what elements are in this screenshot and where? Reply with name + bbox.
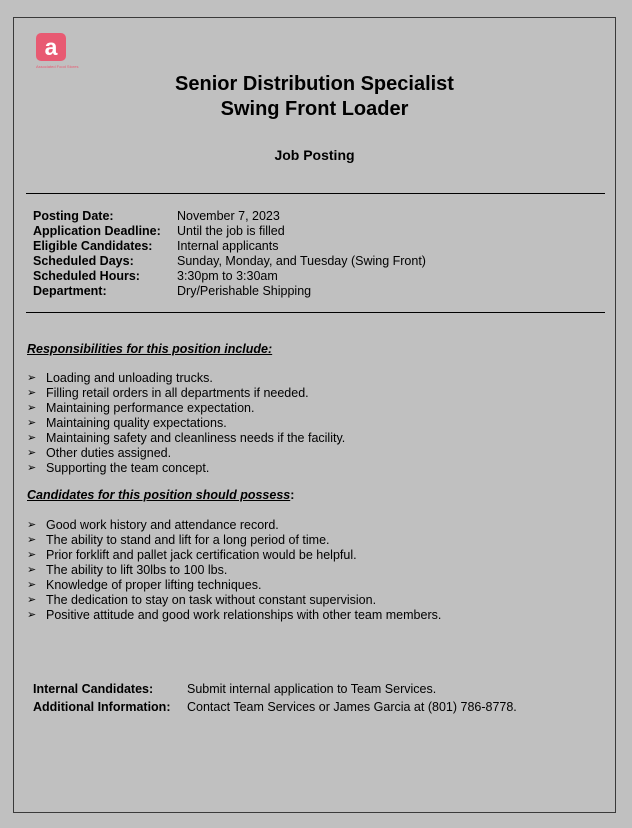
arrow-bullet-icon: ➢ xyxy=(27,372,37,384)
list-item xyxy=(27,431,345,446)
responsibilities-list xyxy=(27,371,345,476)
list-item-text: The ability to lift 30lbs to 100 lbs. xyxy=(46,563,228,577)
contact-value: Submit internal application to Team Services. xyxy=(187,682,437,696)
qualifications-list xyxy=(27,518,441,623)
detail-label: Department: xyxy=(33,284,107,298)
job-posting-heading: Job Posting xyxy=(274,147,355,163)
arrow-bullet-icon: ➢ xyxy=(27,549,37,561)
list-item xyxy=(27,461,345,476)
detail-value: Dry/Perishable Shipping xyxy=(177,284,312,298)
company-logo xyxy=(36,31,86,73)
list-item xyxy=(27,563,441,578)
detail-label: Scheduled Days: xyxy=(33,254,134,268)
list-item xyxy=(27,371,345,386)
detail-label: Scheduled Hours: xyxy=(33,269,140,283)
detail-label: Eligible Candidates: xyxy=(33,239,153,253)
list-item-text: Loading and unloading trucks. xyxy=(46,371,213,385)
list-item xyxy=(27,416,345,431)
list-item-text: Other duties assigned. xyxy=(46,446,172,460)
qualifications-heading-colon: : xyxy=(290,488,295,502)
logo-badge xyxy=(36,33,66,61)
arrow-bullet-icon: ➢ xyxy=(27,387,37,399)
list-item-text: The ability to stand and lift for a long period of time. xyxy=(46,533,330,547)
arrow-bullet-icon: ➢ xyxy=(27,594,37,606)
list-item xyxy=(27,533,441,548)
arrow-bullet-icon: ➢ xyxy=(27,447,37,459)
detail-value: 3:30pm to 3:30am xyxy=(177,269,278,283)
arrow-bullet-icon: ➢ xyxy=(27,519,37,531)
list-item xyxy=(27,608,441,623)
arrow-bullet-icon: ➢ xyxy=(27,462,37,474)
detail-label: Application Deadline: xyxy=(33,224,161,238)
detail-value: Internal applicants xyxy=(177,239,279,253)
contact-value: Contact Team Services or James Garcia at (801) 786-8778. xyxy=(187,700,517,714)
divider-top xyxy=(26,193,605,194)
list-item-text: Good work history and attendance record. xyxy=(46,518,279,532)
job-subtitle-title: Swing Front Loader xyxy=(220,98,409,120)
divider-bottom xyxy=(26,312,605,313)
arrow-bullet-icon: ➢ xyxy=(27,417,37,429)
arrow-bullet-icon: ➢ xyxy=(27,579,37,591)
document-page xyxy=(13,17,616,813)
list-item-text: Maintaining safety and cleanliness needs if the facility. xyxy=(46,431,346,445)
detail-value: Until the job is filled xyxy=(177,224,285,238)
arrow-bullet-icon: ➢ xyxy=(27,432,37,444)
detail-value: Sunday, Monday, and Tuesday (Swing Front) xyxy=(177,254,426,268)
list-item xyxy=(27,548,441,563)
list-item xyxy=(27,401,345,416)
list-item xyxy=(27,446,345,461)
contact-label: Internal Candidates: xyxy=(33,682,154,696)
qualifications-heading-text: Candidates for this position should possess xyxy=(27,488,291,502)
arrow-bullet-icon: ➢ xyxy=(27,564,37,576)
responsibilities-heading xyxy=(27,342,272,356)
detail-value: November 7, 2023 xyxy=(177,209,280,223)
list-item-text: Filling retail orders in all departments if needed. xyxy=(46,386,309,400)
list-item xyxy=(27,518,441,533)
list-item-text: Prior forklift and pallet jack certification would be helpful. xyxy=(46,548,357,562)
list-item xyxy=(27,578,441,593)
list-item-text: Maintaining performance expectation. xyxy=(46,401,255,415)
responsibilities-heading-text: Responsibilities for this position include: xyxy=(27,342,273,356)
logo-tagline: Associated Food Stores xyxy=(36,64,79,69)
arrow-bullet-icon: ➢ xyxy=(27,609,37,621)
list-item-text: Supporting the team concept. xyxy=(46,461,210,475)
contact-label: Additional Information: xyxy=(33,700,171,714)
logo-letter: a xyxy=(44,33,58,60)
arrow-bullet-icon: ➢ xyxy=(27,534,37,546)
job-title: Senior Distribution Specialist xyxy=(175,73,454,95)
list-item xyxy=(27,386,345,401)
arrow-bullet-icon: ➢ xyxy=(27,402,37,414)
list-item-text: Knowledge of proper lifting techniques. xyxy=(46,578,262,592)
list-item-text: Maintaining quality expectations. xyxy=(46,416,227,430)
qualifications-heading xyxy=(27,488,294,502)
detail-label: Posting Date: xyxy=(33,209,114,223)
list-item-text: The dedication to stay on task without constant supervision. xyxy=(46,593,377,607)
list-item-text: Positive attitude and good work relationships with other team members. xyxy=(46,608,442,622)
list-item xyxy=(27,593,441,608)
